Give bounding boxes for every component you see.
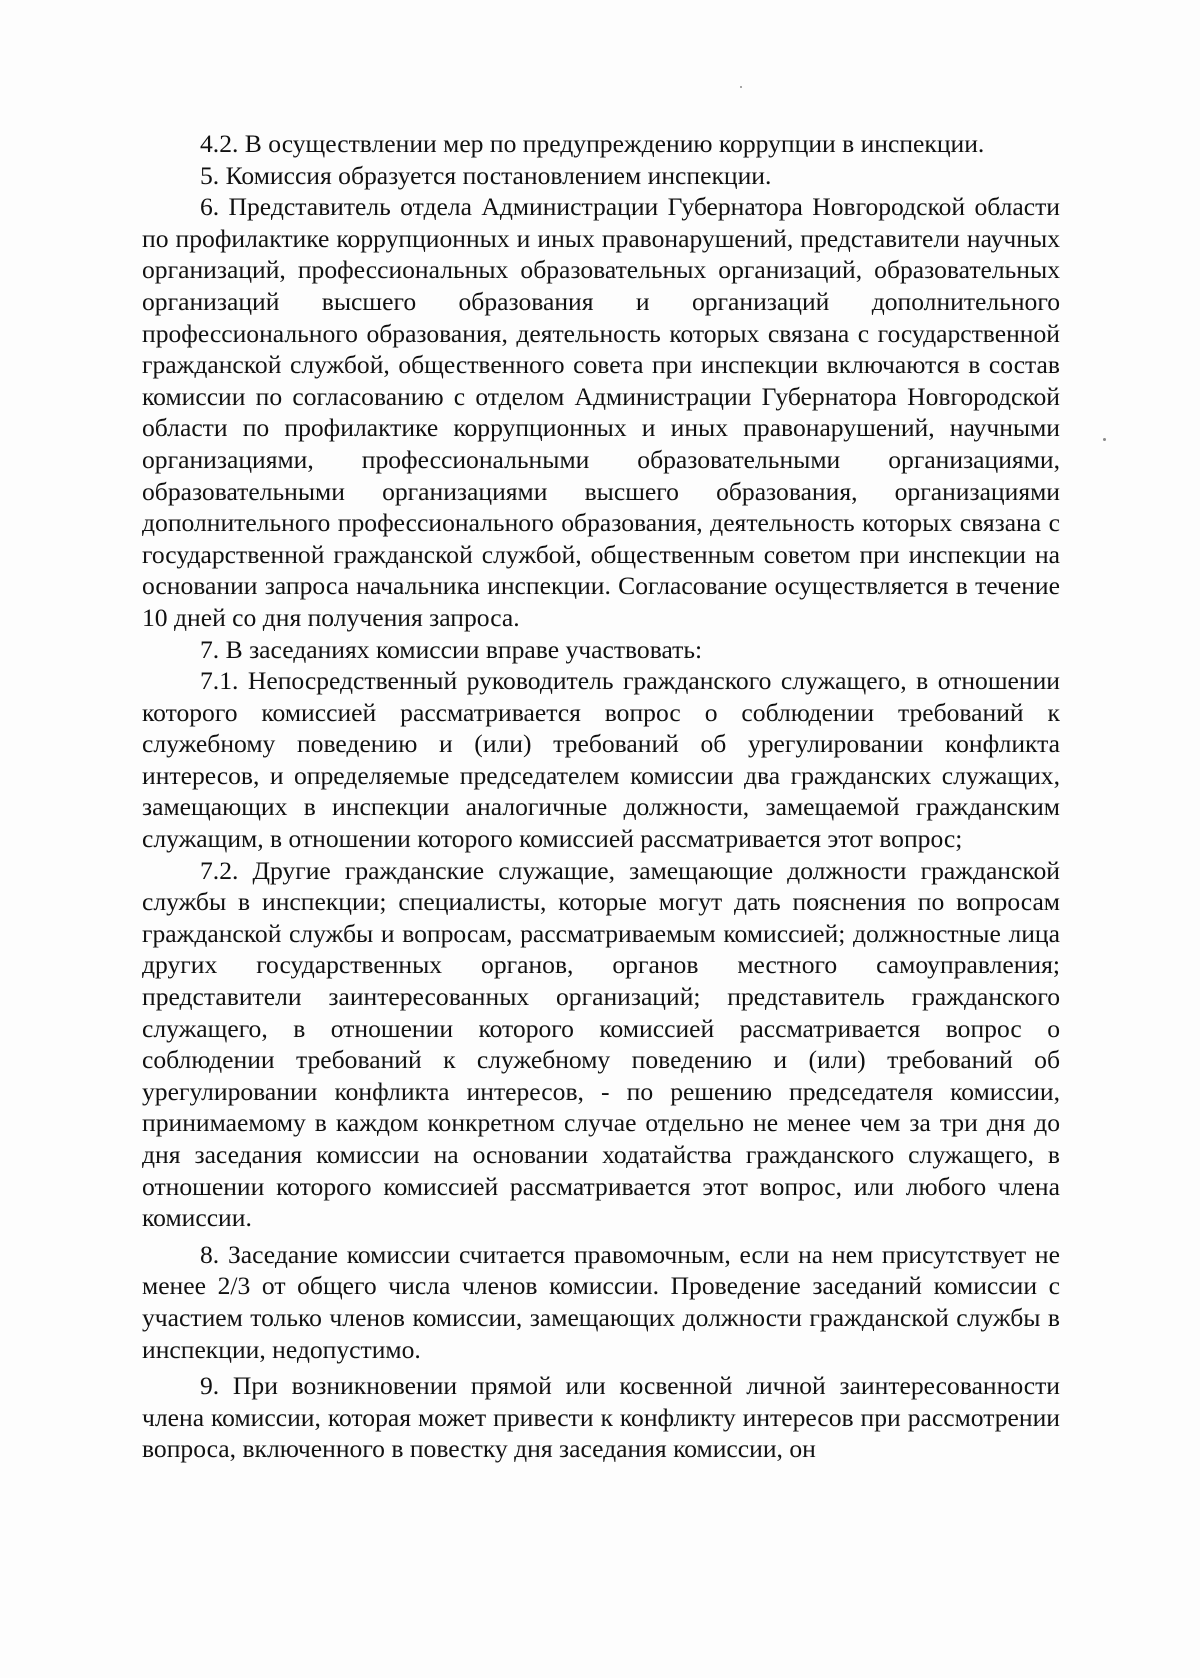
scan-speck [1103,438,1106,441]
paragraph-4-2: 4.2. В осуществлении мер по предупреждению коррупции в инспекции. [200,129,985,158]
scan-speck [740,86,742,88]
paragraph-9: 9. При возникновении прямой или косвенной личной заинтересованности члена комиссии, которая может привести к конфликту интересов при рассмотрении вопроса, включенного в повестку дня заседания комиссии, он [142,1371,1060,1464]
paragraph-5: 5. Комиссия образуется постановлением инспекции. [200,160,772,190]
paragraph-8: 8. Заседание комиссии считается правомочным, если на нем присутствует не менее 2/3 от общего числа членов комиссии. Проведение заседаний комиссии с участием только членов комиссии, замещающих должности гражданской службы в инспекции, недопустимо. [142,1239,1060,1364]
document-body [142,128,1060,1465]
paragraph-7: 7. В заседаниях комиссии вправе участвовать: [200,634,703,664]
paragraph-7-1: 7.1. Непосредственный руководитель гражданского служащего, в отношении которого комиссией рассматривается вопрос о соблюдении требований к служебному поведению и (или) требований об урегулировании конфликта интересов, и определяемые председателем комиссии два гражданских служащих, замещающих в инспекции аналогичные должности, замещаемой гражданским служащим, в отношении которого комиссией рассматривается этот вопрос; [142,666,1060,854]
paragraph-6: 6. Представитель отдела Администрации Губернатора Новгородской области по профилактике коррупционных и иных правонарушений, представители научных организаций, профессиональных образовательных организаций, образовательных организаций высшего образования и организаций дополнительного профессионального образования, деятельность которых связана с государственной гражданской службой, общественного совета при инспекции включаются в состав комиссии по согласованию с отделом Администрации Губернатора Новгородской области по профилактике коррупционных и иных правонарушений, научными организациями, профессиональными образовательными организациями, образовательными организациями высшего образования, организациями дополнительного профессионального образования, деятельность которых связана с государственной гражданской службой, общественным советом при инспекции на основании запроса начальника инспекции. Согласование осуществляется в течение 10 дней со дня получения запроса. [142,192,1060,632]
paragraph-7-2: 7.2. Другие гражданские служащие, замещающие должности гражданской службы в инспекции; специалисты, которые могут дать пояснения по вопросам гражданской службы и вопросам, рассматриваемым комиссией; должностные лица других государственных органов, органов местного самоуправления; представители заинтересованных организаций; представитель гражданского служащего, в отношении которого комиссией рассматривается вопрос о соблюдении требований к служебному поведению и (или) требований об урегулировании конфликта интересов, - по решению председателя комиссии, принимаемому в каждом конкретном случае отдельно не менее чем за три дня до дня заседания комиссии на основании ходатайства гражданского служащего, в отношении которого комиссией рассматривается этот вопрос, или любого члена комиссии. [142,855,1060,1233]
